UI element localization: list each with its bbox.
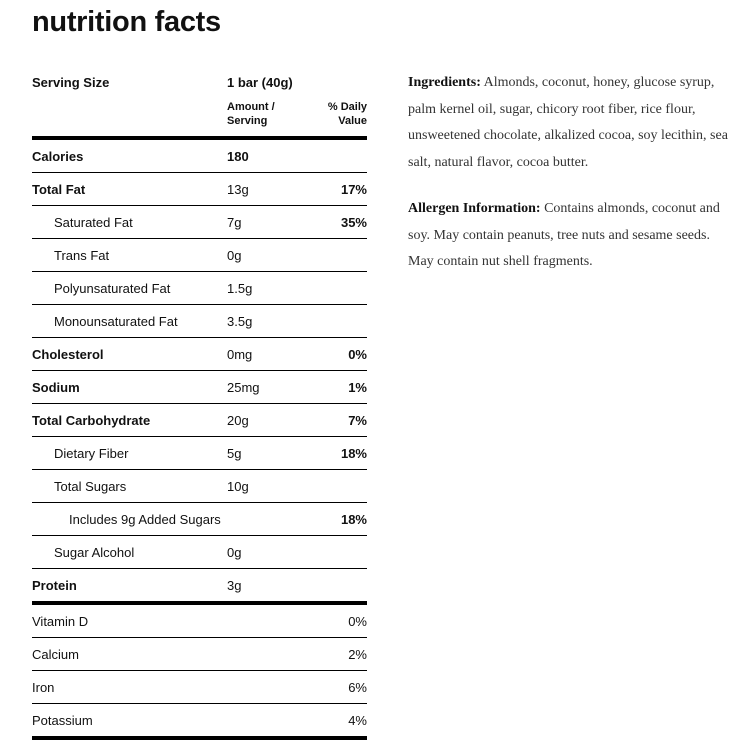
nutrient-row [32, 569, 367, 601]
nutrient-row [32, 239, 367, 272]
daily-value-header [328, 100, 367, 128]
nutrient-name: Calories [32, 148, 84, 164]
ingredients-text: Almonds, coconut, honey, glucose syrup, palm kernel oil, sugar, chicory root fiber, rice flour, unsweetened chocolate, alkalized cocoa, soy lecithin, sea salt, natural flavor, cocoa butter. [408, 75, 728, 170]
amount-header-line-1: Amount / [227, 101, 275, 113]
nutrient-amount: 3.5g [227, 313, 253, 329]
nutrient-row [32, 470, 367, 503]
nutrient-amount: 3g [227, 577, 242, 593]
page-title: nutrition facts [32, 6, 221, 38]
amount-per-serving-header [227, 100, 275, 128]
nutrient-amount: 0mg [227, 346, 253, 362]
nutrient-amount: 25mg [227, 379, 260, 395]
nutrient-amount: 13g [227, 181, 249, 197]
dv-header-line-2: Value [338, 115, 367, 127]
nutrient-row [32, 305, 367, 338]
vitamin-row [32, 704, 367, 736]
vitamin-daily-value: 4% [348, 712, 367, 728]
serving-size-row [32, 70, 367, 136]
nutrient-amount: 5g [227, 445, 242, 461]
vitamin-daily-value: 6% [348, 679, 367, 695]
nutrient-amount: 0g [227, 544, 242, 560]
nutrient-amount: 7g [227, 214, 242, 230]
nutrient-name: Total Fat [32, 181, 86, 197]
vitamin-list [32, 605, 367, 736]
vitamin-row [32, 605, 367, 638]
nutrient-name: Dietary Fiber [54, 445, 129, 461]
ingredients-paragraph [408, 70, 733, 176]
allergen-text: Contains almonds, coconut and soy. May contain peanuts, tree nuts and sesame seeds. May contain nut shell fragments. [408, 201, 720, 269]
nutrient-name: Cholesterol [32, 346, 104, 362]
nutrient-daily-value: 0% [348, 346, 367, 362]
nutrient-amount: 180 [227, 148, 249, 164]
nutrient-row [32, 371, 367, 404]
nutrient-name: Sugar Alcohol [54, 544, 135, 560]
vitamin-name: Vitamin D [32, 613, 89, 629]
nutrient-name: Trans Fat [54, 247, 110, 263]
vitamin-daily-value: 2% [348, 646, 367, 662]
nutrient-row [32, 338, 367, 371]
nutrient-row [32, 206, 367, 239]
ingredients-panel [408, 70, 733, 296]
nutrient-name: Sodium [32, 379, 80, 395]
nutrient-row [32, 140, 367, 173]
nutrient-row [32, 272, 367, 305]
nutrient-row [32, 503, 367, 536]
nutrient-amount: 20g [227, 412, 249, 428]
vitamin-row [32, 671, 367, 704]
nutrient-name: Total Sugars [54, 478, 127, 494]
nutrient-list [32, 140, 367, 601]
nutrient-name: Polyunsaturated Fat [54, 280, 171, 296]
nutrient-daily-value: 7% [348, 412, 367, 428]
nutrient-daily-value: 35% [340, 214, 367, 230]
vitamin-name: Potassium [32, 712, 93, 728]
nutrient-name: Monounsaturated Fat [54, 313, 178, 329]
nutrient-name: Saturated Fat [54, 214, 133, 230]
serving-size-label: Serving Size [32, 75, 110, 90]
nutrient-row [32, 404, 367, 437]
thick-divider [32, 736, 367, 740]
vitamin-daily-value: 0% [348, 613, 367, 629]
nutrient-name: Protein [32, 577, 77, 593]
vitamin-name: Iron [32, 679, 55, 695]
nutrient-amount: 0g [227, 247, 242, 263]
nutrient-name: Total Carbohydrate [32, 412, 151, 428]
nutrient-daily-value: 18% [340, 445, 367, 461]
ingredients-label: Ingredients: [408, 75, 481, 90]
dv-header-line-1: % Daily [327, 101, 367, 113]
nutrient-amount: 1.5g [227, 280, 253, 296]
serving-size-value: 1 bar (40g) [227, 75, 293, 90]
allergen-paragraph [408, 196, 733, 276]
nutrition-facts-table [32, 70, 367, 740]
nutrient-row [32, 437, 367, 470]
vitamin-name: Calcium [32, 646, 79, 662]
nutrient-name: Includes 9g Added Sugars [69, 511, 221, 527]
vitamin-row [32, 638, 367, 671]
nutrient-row [32, 173, 367, 206]
nutrient-row [32, 536, 367, 569]
nutrient-daily-value: 17% [340, 181, 367, 197]
allergen-label: Allergen Information: [408, 201, 541, 216]
nutrient-daily-value: 18% [340, 511, 367, 527]
nutrient-daily-value: 1% [348, 379, 367, 395]
nutrient-amount: 10g [227, 478, 249, 494]
amount-header-line-2: Serving [227, 115, 268, 127]
